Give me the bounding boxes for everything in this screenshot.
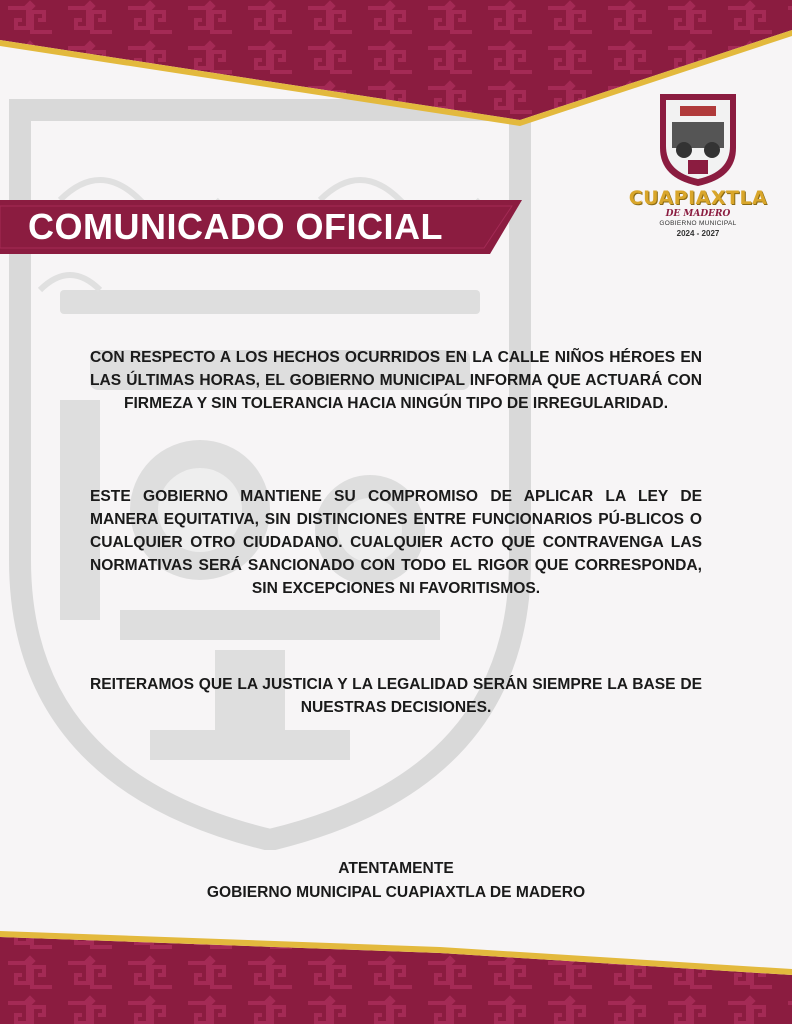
closing-line: ATENTAMENTE [338, 860, 454, 877]
municipal-shield-icon [658, 92, 738, 188]
title-banner [0, 200, 522, 254]
page-title: COMUNICADO OFICIAL [28, 206, 443, 247]
logo-subtitle: DE MADERO [665, 209, 731, 219]
municipal-logo [628, 92, 768, 252]
paragraph-2: ESTE GOBIERNO MANTIENE SU COMPROMISO DE APLICAR LA LEY DE MANERA EQUITATIVA, SIN DISTINCIONES ENTRE FUNCIONARIOS PÚ-BLICOS O CUALQUIER OTRO CIUDADANO. CUALQUIER ACTO QUE CONTRAVENGA LAS NORMATIVAS SERÁ SANCIONADO CON TODO EL RIGOR QUE CORRESPONDA, SIN EXCEPCIONES NI FAVORITISMOS. [90, 488, 702, 597]
logo-years: 2024 - 2027 [676, 229, 720, 238]
paragraph-1: CON RESPECTO A LOS HECHOS OCURRIDOS EN LA CALLE NIÑOS HÉROES EN LAS ÚLTIMAS HORAS, EL GOBIERNO MUNICIPAL INFORMA QUE ACTUARÁ CON FIRMEZA Y SIN TOLERANCIA HACIA NINGÚN TIPO DE IRREGULARIDAD. [90, 349, 702, 412]
logo-gov-label: GOBIERNO MUNICIPAL [659, 220, 737, 227]
border-pattern-icon [0, 915, 792, 1024]
paragraph-3: REITERAMOS QUE LA JUSTICIA Y LA LEGALIDAD SERÁN SIEMPRE LA BASE DE NUESTRAS DECISIONES. [90, 676, 702, 716]
logo-name: CUAPIAXTLA [628, 187, 768, 209]
signature-line: GOBIERNO MUNICIPAL CUAPIAXTLA DE MADERO [206, 884, 586, 901]
